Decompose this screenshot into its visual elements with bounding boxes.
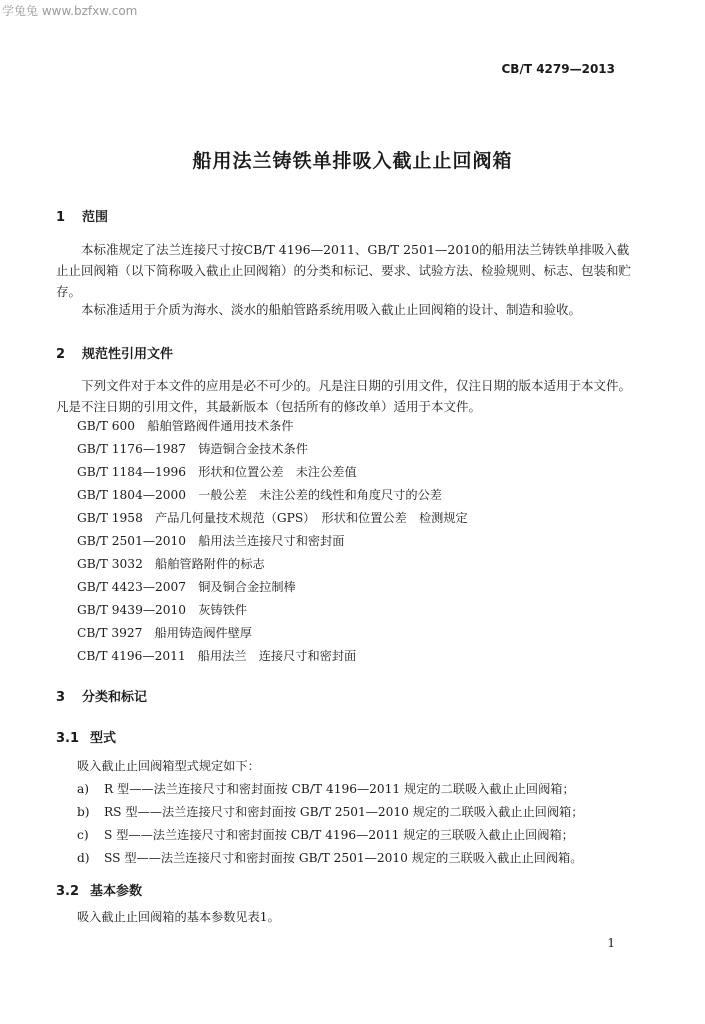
section-number: 1 — [56, 210, 66, 225]
reference-item: CB/T 3927 船用铸造阀件壁厚 — [77, 626, 253, 640]
list-item-text: R 型——法兰连接尺寸和密封面按 CB/T 4196—2011 规定的二联吸入截止止回阀箱； — [104, 782, 575, 796]
section-1-paragraph-2: 本标准适用于介质为海水、淡水的船舶管路系统用吸入截止止回阀箱的设计、制造和验收。 — [81, 302, 582, 317]
list-item-text: S 型——法兰连接尺寸和密封面按 CB/T 4196—2011 规定的三联吸入截止止回阀箱； — [104, 828, 574, 842]
list-item — [77, 826, 574, 843]
section-number: 3.2 — [56, 884, 80, 899]
list-item-text: RS 型——法兰连接尺寸和密封面按 GB/T 2501—2010 规定的二联吸入截止止回阀箱； — [104, 805, 584, 819]
list-item — [77, 803, 583, 820]
list-marker: a) — [77, 782, 90, 796]
list-item-text: SS 型——法兰连接尺寸和密封面按 GB/T 2501—2010 规定的三联吸入截止止回阀箱。 — [104, 851, 583, 865]
reference-item: GB/T 600 船舶管路阀件通用技术条件 — [77, 419, 294, 433]
section-title: 规范性引用文件 — [82, 347, 174, 362]
reference-item: GB/T 3032 船舶管路附件的标志 — [77, 557, 265, 571]
reference-item: CB/T 4196—2011 船用法兰 连接尺寸和密封面 — [77, 649, 357, 663]
reference-item: GB/T 1184—1996 形状和位置公差 未注公差值 — [77, 465, 357, 479]
section-1-heading — [56, 206, 108, 225]
section-3-2-heading — [56, 880, 142, 899]
section-2-intro: 下列文件对于本文件的应用是必不可少的。凡是注日期的引用文件，仅注日期的版本适用于本文件。凡是不注日期的引用文件，其最新版本（包括所有的修改单）适用于本文件。 — [56, 378, 632, 414]
section-title: 型式 — [90, 731, 117, 746]
section-title: 范围 — [82, 210, 109, 225]
section-number: 3.1 — [56, 731, 80, 746]
section-number: 2 — [56, 347, 66, 362]
reference-item: GB/T 1958 产品几何量技术规范（GPS） 形状和位置公差 检测规定 — [77, 511, 468, 525]
standard-number: CB/T 4279—2013 — [501, 62, 615, 76]
reference-item: GB/T 1804—2000 一般公差 未注公差的线性和角度尺寸的公差 — [77, 488, 442, 502]
section-1-paragraph-1: 本标准规定了法兰连接尺寸按CB/T 4196—2011、GB/T 2501—2010的船用法兰铸铁单排吸入截止止回阀箱（以下简称吸入截止止回阀箱）的分类和标记、要求、试验方法、检验规则、标志、包装和贮存。 — [56, 242, 632, 299]
section-3-1-intro: 吸入截止止回阀箱型式规定如下： — [77, 759, 260, 773]
section-title: 基本参数 — [90, 884, 143, 899]
list-item — [77, 780, 575, 797]
reference-item: GB/T 4423—2007 铜及铜合金拉制棒 — [77, 580, 296, 594]
list-item — [77, 849, 582, 866]
section-3-1-heading — [56, 727, 116, 746]
section-number: 3 — [56, 690, 66, 705]
page-number: 1 — [607, 936, 615, 950]
reference-item: GB/T 2501—2010 船用法兰连接尺寸和密封面 — [77, 534, 345, 548]
section-title: 分类和标记 — [82, 690, 148, 705]
list-marker: b) — [77, 805, 90, 819]
list-marker: d) — [77, 851, 90, 865]
reference-item: GB/T 9439—2010 灰铸铁件 — [77, 603, 247, 617]
reference-item: GB/T 1176—1987 铸造铜合金技术条件 — [77, 442, 308, 456]
document-title: 船用法兰铸铁单排吸入截止止回阀箱 — [192, 150, 513, 172]
section-3-heading — [56, 686, 147, 705]
watermark: 学兔兔 www.bzfxw.com — [2, 4, 138, 18]
list-marker: c) — [77, 828, 89, 842]
section-2-heading — [56, 343, 173, 362]
section-3-2-text: 吸入截止止回阀箱的基本参数见表1。 — [77, 910, 280, 924]
